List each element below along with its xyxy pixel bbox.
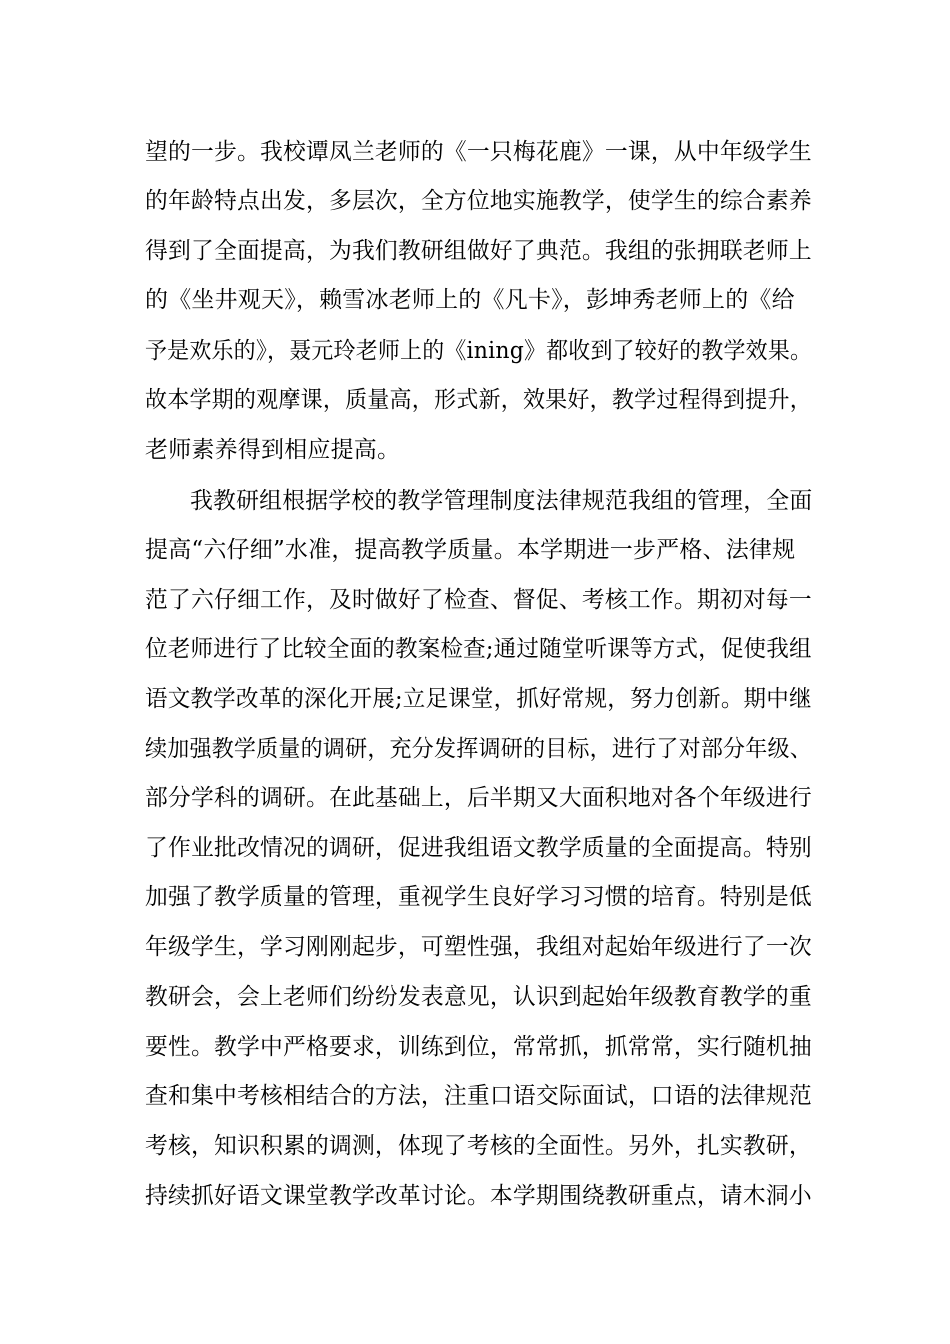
text-line: 考核，知识积累的调测，体现了考核的全面性。另外，扎实教研， — [145, 1133, 812, 1159]
text-line: 老师素养得到相应提高。 — [145, 437, 401, 463]
text-line: 范了六仔细工作，及时做好了检查、督促、考核工作。期初对每一 — [145, 587, 812, 613]
paragraph-first-line: 我教研组根据学校的教学管理制度法律规范我组的管理，全面 — [190, 488, 813, 514]
text-line: 教研会，会上老师们纷纷发表意见，认识到起始年级教育教学的重 — [145, 984, 812, 1010]
text-line: 语文教学改革的深化开展;立足课堂，抓好常规，努力创新。期中继 — [145, 686, 812, 712]
text-line: 的《坐井观天》，赖雪冰老师上的《凡卡》，彭坤秀老师上的《给 — [145, 287, 795, 313]
text-line: 查和集中考核相结合的方法，注重口语交际面试，口语的法律规范 — [145, 1083, 812, 1109]
text-line: 持续抓好语文课堂教学改革讨论。本学期围绕教研重点，请木洞小 — [145, 1183, 812, 1209]
text-line: 加强了教学质量的管理，重视学生良好学习习惯的培育。特别是低 — [145, 884, 812, 910]
text-line: 予是欢乐的》，聂元玲老师上的《ining》都收到了较好的教学效果。 — [145, 338, 813, 364]
text-line: 部分学科的调研。在此基础上，后半期又大面积地对各个年级进行 — [145, 785, 812, 811]
text-line: 了作业批改情况的调研，促进我组语文教学质量的全面提高。特别 — [145, 835, 812, 861]
text-line: 故本学期的观摩课，质量高，形式新，效果好，教学过程得到提升， — [145, 387, 812, 413]
text-line: 提高“六仔细”水准，提高教学质量。本学期进一步严格、法律规 — [145, 537, 796, 563]
text-line: 得到了全面提高，为我们教研组做好了典范。我组的张拥联老师上 — [145, 238, 812, 264]
text-line: 望的一步。我校谭凤兰老师的《一只梅花鹿》一课，从中年级学生 — [145, 139, 812, 165]
text-line: 年级学生，学习刚刚起步，可塑性强，我组对起始年级进行了一次 — [145, 934, 812, 960]
text-line: 续加强教学质量的调研，充分发挥调研的目标，进行了对部分年级、 — [145, 736, 812, 762]
text-line: 的年龄特点出发，多层次，全方位地实施教学，使学生的综合素养 — [145, 188, 812, 214]
text-line: 要性。教学中严格要求，训练到位，常常抓，抓常常，实行随机抽 — [145, 1034, 812, 1060]
text-line: 位老师进行了比较全面的教案检查;通过随堂听课等方式，促使我组 — [145, 636, 812, 662]
